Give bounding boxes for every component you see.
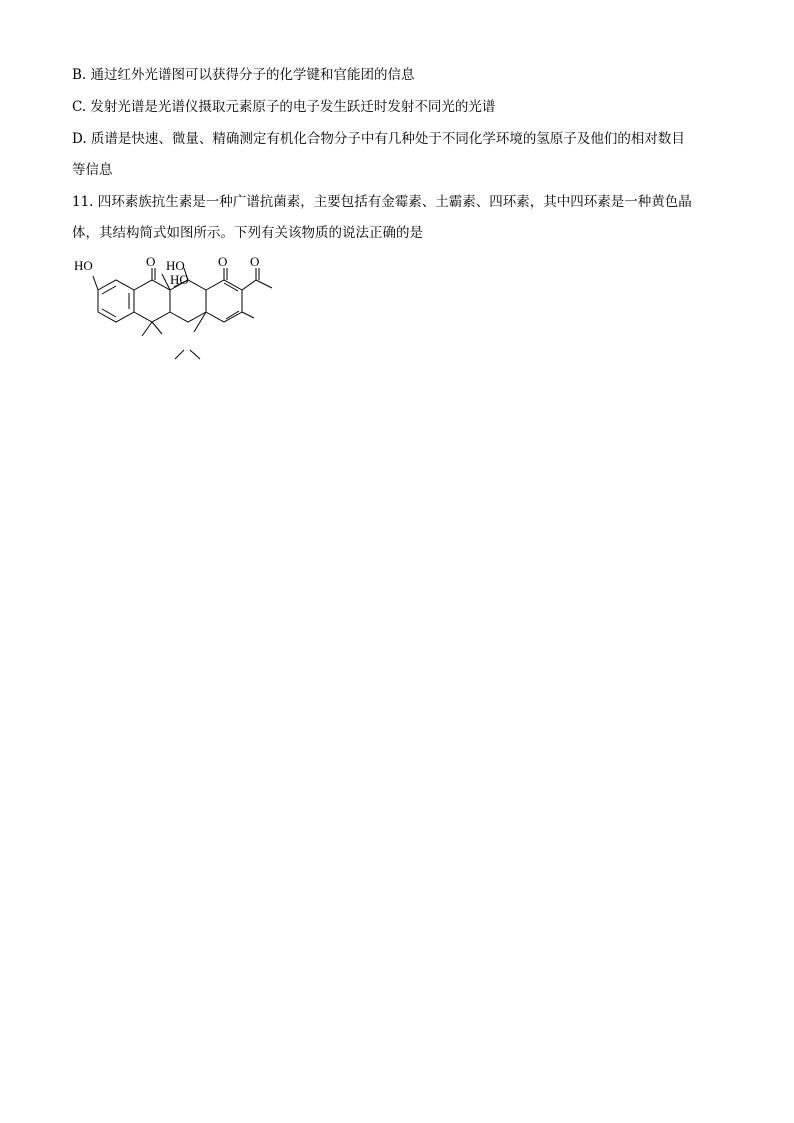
label-ho-1: HO [74, 258, 93, 273]
q10-option-b: B. 通过红外光谱图可以获得分子的化学键和官能团的信息 [72, 67, 415, 83]
label-o-3: O [250, 254, 260, 269]
q10-option-c: C. 发射光谱是光谱仪摄取元素原子的电子发生跃迁时发射不同光的光谱 [72, 99, 496, 115]
tetracycline-structure [72, 254, 282, 366]
label-o-1: O [146, 254, 156, 269]
label-ho-2: HO [166, 258, 185, 273]
q10-option-d-line2: 等信息 [72, 162, 113, 178]
label-o-2: O [218, 254, 228, 269]
label-ho-3: HO [170, 272, 189, 287]
q11-stem-line1: 11. 四环素族抗生素是一种广谱抗菌素，主要包括有金霉素、土霸素、四环素，其中四环素是一种黄色晶 [72, 194, 692, 210]
q10-option-d-line1: D. 质谱是快速、微量、精确测定有机化合物分子中有几种处于不同化学环境的氢原子及他们的相对数目 [72, 131, 685, 147]
q11-stem-line2: 体，其结构简式如图所示。下列有关该物质的说法正确的是 [72, 225, 423, 241]
